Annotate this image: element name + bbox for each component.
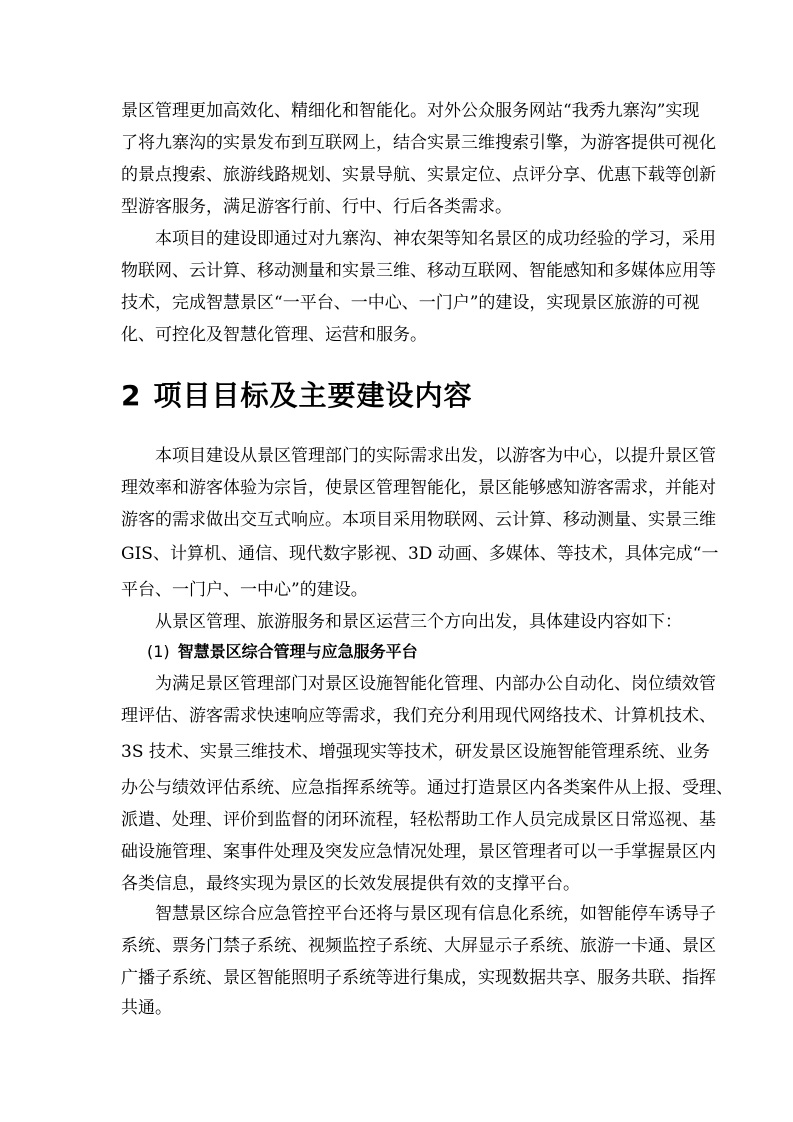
text-line: 3S 技术、实景三维技术、增强现实等技术，研发景区设施智能管理系统、业务 [121, 742, 710, 762]
text-line: 派遣、处理、评价到监督的闭环流程，轻松帮助工作人员完成景区日常巡视、基 [121, 810, 716, 830]
text-line: 系统、票务门禁子系统、视频监控子系统、大屏显示子系统、旅游一卡通、景区 [121, 936, 716, 956]
section-title: 项目目标及主要建设内容 [153, 379, 473, 412]
subsection-heading [147, 641, 418, 663]
section-heading [121, 378, 473, 414]
text-line: 本项目的建设即通过对九寨沟、神农架等知名景区的成功经验的学习，采用 [155, 229, 716, 249]
text-line: 物联网、云计算、移动测量和实景三维、移动互联网、智能感知和多媒体应用等 [121, 261, 716, 281]
text-line: 理评估、游客需求快速响应等需求，我们充分利用现代网络技术、计算机技术、 [121, 706, 716, 726]
text-line: GIS、计算机、通信、现代数字影视、3D 动画、多媒体、等技术，具体完成“一 [121, 544, 719, 564]
section-number: 2 [121, 379, 142, 412]
text-line: 本项目建设从景区管理部门的实际需求出发，以游客为中心，以提升景区管 [155, 446, 716, 466]
text-line: 各类信息，最终实现为景区的长效发展提供有效的支撑平台。 [121, 874, 580, 894]
text-line: 广播子系统、景区智能照明子系统等进行集成，实现数据共享、服务共联、指挥 [121, 968, 716, 988]
text-line: 型游客服务，满足游客行前、行中、行后各类需求。 [121, 197, 512, 217]
text-line: 的景点搜索、旅游线路规划、实景导航、实景定位、点评分享、优惠下载等创新 [121, 165, 716, 185]
text-line: 景区管理更加高效化、精细化和智能化。对外公众服务网站“我秀九寨沟”实现 [121, 101, 700, 121]
text-line: 理效率和游客体验为宗旨，使景区管理智能化，景区能够感知游客需求，并能对 [121, 478, 716, 498]
text-line: 为满足景区管理部门对景区设施智能化管理、内部办公自动化、岗位绩效管 [155, 674, 716, 694]
subsection-title: 智慧景区综合管理与应急服务平台 [177, 642, 418, 661]
text-line: 了将九寨沟的实景发布到互联网上，结合实景三维搜索引擎，为游客提供可视化 [121, 133, 716, 153]
text-line: 共通。 [121, 998, 172, 1018]
text-line: 智慧景区综合应急管控平台还将与景区现有信息化系统，如智能停车诱导子 [155, 904, 716, 924]
text-line: 办公与绩效评估系统、应急指挥系统等。通过打造景区内各类案件从上报、受理、 [121, 778, 733, 798]
text-line: 从景区管理、旅游服务和景区运营三个方向出发，具体建设内容如下： [155, 612, 682, 632]
text-line: 游客的需求做出交互式响应。本项目采用物联网、云计算、移动测量、实景三维 [121, 510, 716, 530]
text-line: 础设施管理、案事件处理及突发应急情况处理，景区管理者可以一手掌握景区内 [121, 842, 716, 862]
text-line: 平台、一门户、一中心”的建设。 [121, 580, 368, 600]
list-marker: (1) [147, 642, 170, 661]
text-line: 化、可控化及智慧化管理、运营和服务。 [121, 325, 427, 345]
text-line: 技术，完成智慧景区“一平台、一中心、一门户”的建设，实现景区旅游的可视 [121, 293, 700, 313]
